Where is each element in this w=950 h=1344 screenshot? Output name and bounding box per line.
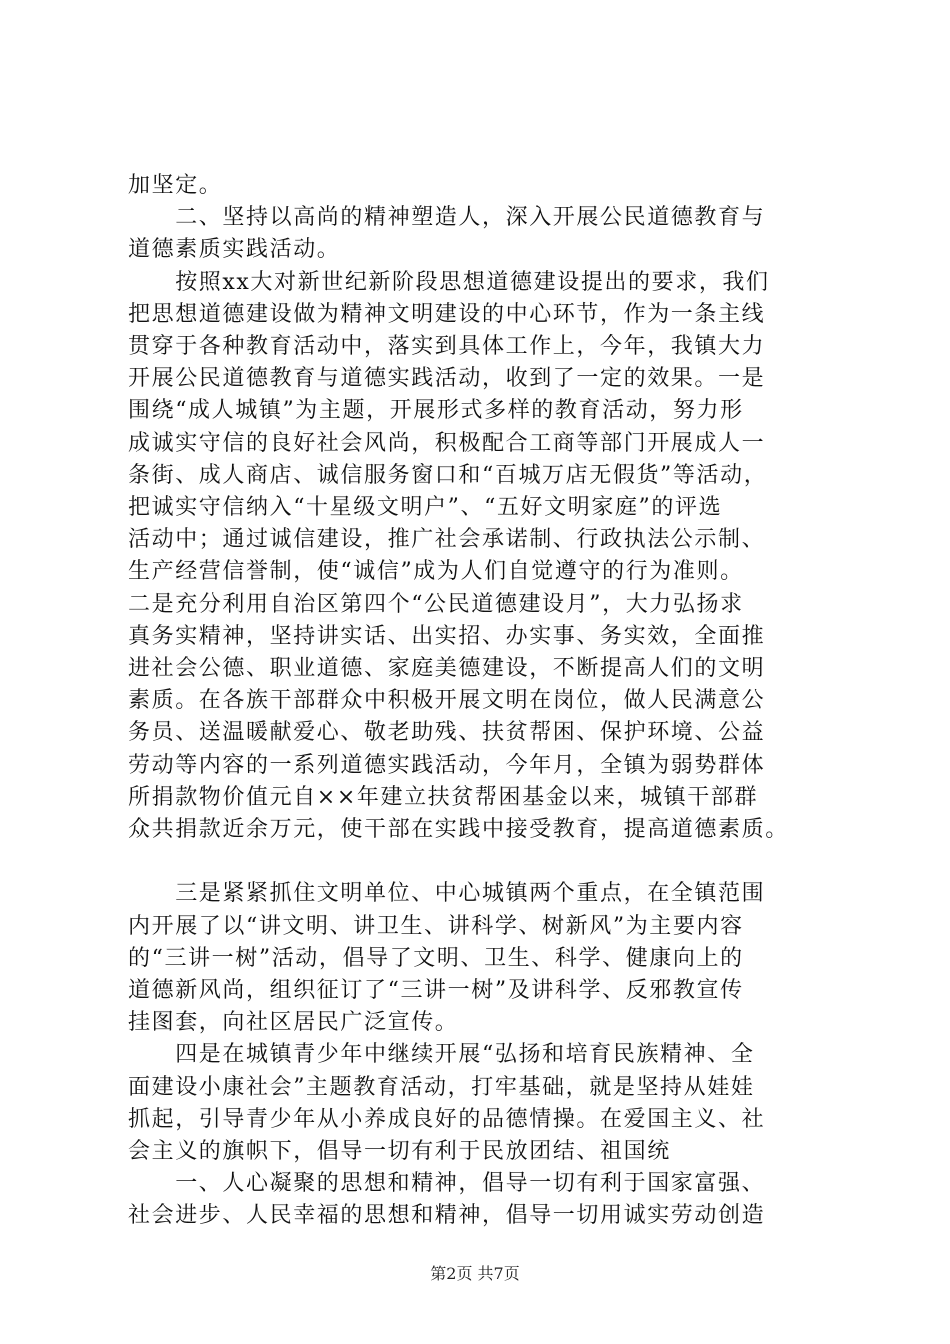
text-line: 把诚实守信纳入“十星级文明户”、“五好文明家庭”的评选 xyxy=(128,495,723,520)
text-line: 务员、送温暖献爱心、敬老助残、扶贫帮困、保护环境、公益 xyxy=(128,720,766,746)
text-line: 贯穿于各种教育活动中，落实到具体工作上，今年，我镇大力 xyxy=(128,334,766,359)
text-line: 抓起，引导青少年从小养成良好的品德情操。在爱国主义、社 xyxy=(128,1106,766,1132)
page-number-footer: 第2页 共7页 xyxy=(430,1264,520,1283)
text-line: 四是在城镇青少年中继续开展“弘扬和培育民族精神、全 xyxy=(128,1042,755,1068)
text-line: 挂图套，向社区居民广泛宣传。 xyxy=(128,1010,459,1036)
text-line: 成诚实守信的良好社会风尚，积极配合工商等部门开展成人一 xyxy=(128,430,766,456)
text-line: 生产经营信誉制，使“诚信”成为人们自觉遵守的行为准则。 xyxy=(128,559,744,585)
text-line: 进社会公德、职业道德、家庭美德建设，不断提高人们的文明 xyxy=(128,656,766,681)
text-line: 道德素质实践活动。 xyxy=(128,237,341,263)
text-line: 加坚定。 xyxy=(128,173,223,198)
text-line: 会主义的旗帜下，倡导一切有利于民放团结、祖国统 xyxy=(128,1139,671,1164)
text-line: 真务实精神，坚持讲实话、出实招、办实事、务实效，全面推 xyxy=(128,623,766,649)
text-line: 二是充分利用自治区第四个“公民道德建设月”，大力弘扬求 xyxy=(128,591,744,617)
text-line: 劳动等内容的一系列道德实践活动，今年月，全镇为弱势群体 xyxy=(128,752,766,778)
text-line: 道德新风尚，组织征订了“三讲一树”及讲科学、反邪教宣传 xyxy=(128,978,744,1003)
text-line: 所捐款物价值元自××年建立扶贫帮困基金以来，城镇干部群 xyxy=(128,784,759,810)
text-line: 把思想道德建设做为精神文明建设的中心环节，作为一条主线 xyxy=(128,301,766,327)
text-line: 三是紧紧抓住文明单位、中心城镇两个重点，在全镇范围 xyxy=(128,881,766,907)
text-line: 按照xx大对新世纪新阶段思想道德建设提出的要求，我们 xyxy=(128,269,770,295)
text-line: 的“三讲一树”活动，倡导了文明、卫生、科学、健康向上的 xyxy=(128,945,744,971)
text-line: 活动中；通过诚信建设，推广社会承诺制、行政执法公示制、 xyxy=(128,527,766,553)
text-line: 众共捐款近余万元，使干部在实践中接受教育，提高道德素质。 xyxy=(128,817,789,842)
text-line: 一、人心凝聚的思想和精神，倡导一切有利于国家富强、 xyxy=(128,1171,766,1197)
text-line: 素质。在各族干部群众中积极开展文明在岗位，做人民满意公 xyxy=(128,688,766,714)
text-line: 二、坚持以高尚的精神塑造人，深入开展公民道德教育与 xyxy=(128,205,766,231)
text-line: 围绕“成人城镇”为主题，开展形式多样的教育活动，努力形 xyxy=(128,398,744,424)
text-line: 面建设小康社会”主题教育活动，打牢基础，就是坚持从娃娃 xyxy=(128,1074,755,1100)
blank-line xyxy=(128,846,828,878)
text-line: 开展公民道德教育与道德实践活动，收到了一定的效果。一是 xyxy=(128,366,766,392)
text-line: 内开展了以“讲文明、讲卫生、讲科学、树新风”为主要内容 xyxy=(128,913,744,939)
text-line: 条街、成人商店、诚信服务窗口和“百城万店无假货”等活动， xyxy=(128,462,768,488)
text-line: 社会进步、人民幸福的思想和精神，倡导一切用诚实劳动创造 xyxy=(128,1203,766,1229)
